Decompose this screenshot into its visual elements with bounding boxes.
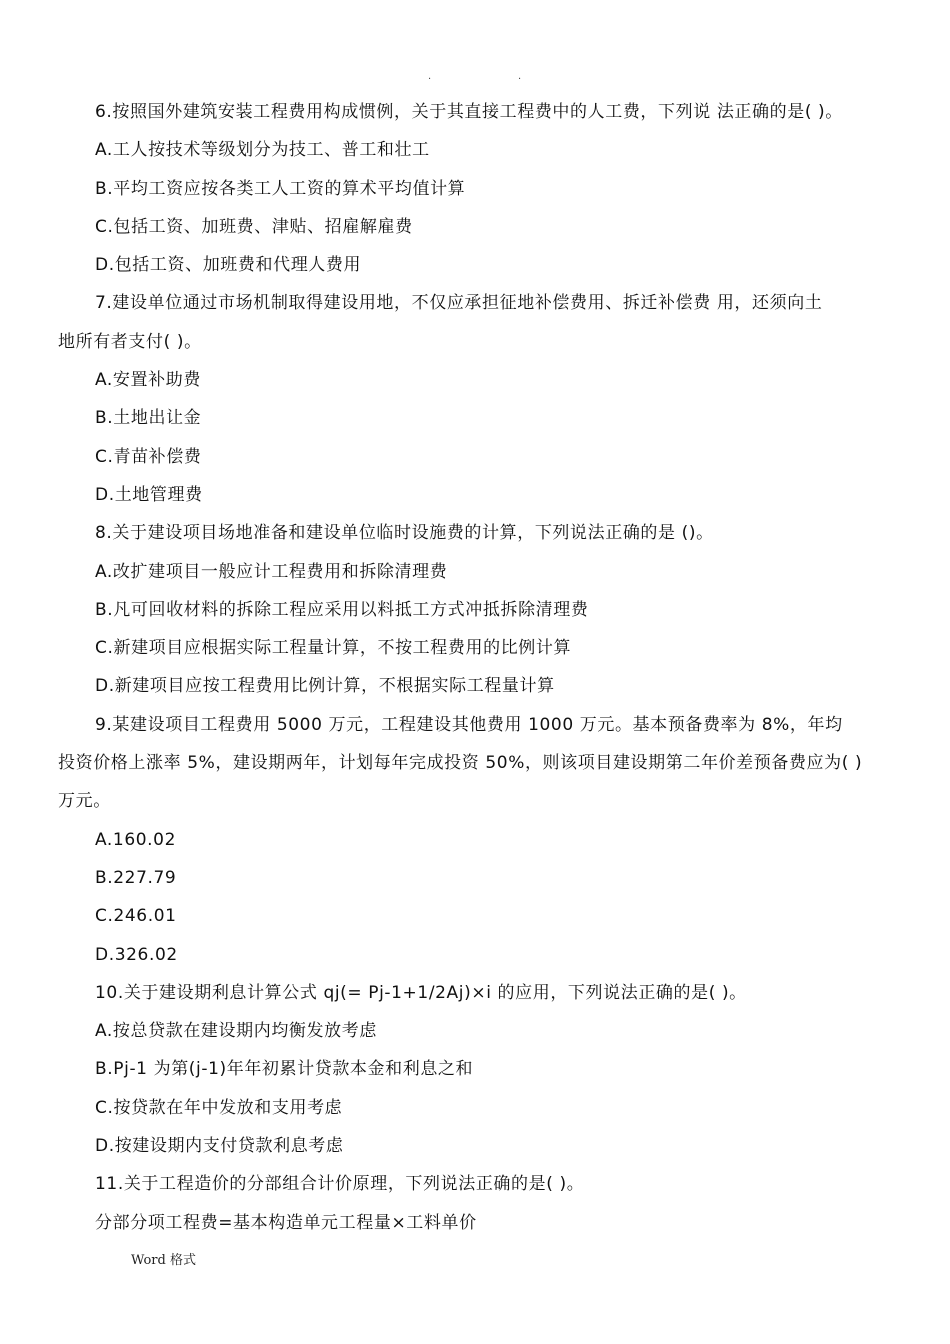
text-line: 投资价格上涨率 5%，建设期两年，计划每年完成投资 50%，则该项目建设期第二年价差预备费应为( ) xyxy=(58,753,863,774)
text-line: A.工人按技术等级划分为技工、普工和壮工 xyxy=(95,140,430,161)
text-line: C.246.01 xyxy=(95,906,177,927)
text-line: B.凡可回收材料的拆除工程应采用以料抵工方式冲抵拆除清理费 xyxy=(95,599,589,620)
text-line: 7.建设单位通过市场机制取得建设用地，不仅应承担征地补偿费用、拆迁补偿费 用，还须向土 xyxy=(95,293,823,314)
text-line: C.包括工资、加班费、津贴、招雇解雇费 xyxy=(95,216,413,237)
text-line: C.新建项目应根据实际工程量计算，不按工程费用的比例计算 xyxy=(95,638,572,659)
text-line: 8.关于建设项目场地准备和建设单位临时设施费的计算，下列说法正确的是 ()。 xyxy=(95,523,714,544)
text-line: A.安置补助费 xyxy=(95,370,201,391)
text-line: 万元。 xyxy=(58,791,111,812)
document-body xyxy=(58,93,898,1242)
header-dots xyxy=(0,70,950,84)
text-line: D.按建设期内支付贷款利息考虑 xyxy=(95,1136,344,1157)
text-line: 11.关于工程造价的分部组合计价原理，下列说法正确的是( )。 xyxy=(95,1174,585,1195)
text-line: D.新建项目应按工程费用比例计算，不根据实际工程量计算 xyxy=(95,676,555,697)
text-line: 地所有者支付( )。 xyxy=(58,331,202,352)
text-line: B.Pj-1 为第(j-1)年年初累计贷款本金和利息之和 xyxy=(95,1059,474,1080)
footer-label: Word 格式 xyxy=(131,1253,196,1268)
text-line: 10.关于建设期利息计算公式 qj(= Pj-1+1/2Aj)×i 的应用，下列说法正确的是( )。 xyxy=(95,982,747,1003)
header-dot-right: . xyxy=(518,71,522,82)
text-line: D.326.02 xyxy=(95,944,178,965)
text-line: B.227.79 xyxy=(95,867,177,888)
header-dot-left: . xyxy=(428,71,432,82)
text-line: A.160.02 xyxy=(95,829,177,850)
text-line: D.土地管理费 xyxy=(95,484,203,505)
text-line: 6.按照国外建筑安装工程费用构成惯例，关于其直接工程费中的人工费，下列说 法正确的是( )。 xyxy=(95,102,843,122)
text-line: A.改扩建项目一般应计工程费用和拆除清理费 xyxy=(95,561,448,582)
text-line: B.土地出让金 xyxy=(95,408,202,429)
text-line: D.包括工资、加班费和代理人费用 xyxy=(95,255,362,276)
text-line: A.按总贷款在建设期内均衡发放考虑 xyxy=(95,1021,377,1042)
text-line: C.青苗补偿费 xyxy=(95,446,202,467)
text-line: B.平均工资应按各类工人工资的算术平均值计算 xyxy=(95,178,466,199)
text-line: 9.某建设项目工程费用 5000 万元，工程建设其他费用 1000 万元。基本预备费率为 8%，年均 xyxy=(95,714,843,735)
text-line: 分部分项工程费=基本构造单元工程量×工料单价 xyxy=(95,1212,477,1233)
text-line: C.按贷款在年中发放和支用考虑 xyxy=(95,1097,343,1118)
